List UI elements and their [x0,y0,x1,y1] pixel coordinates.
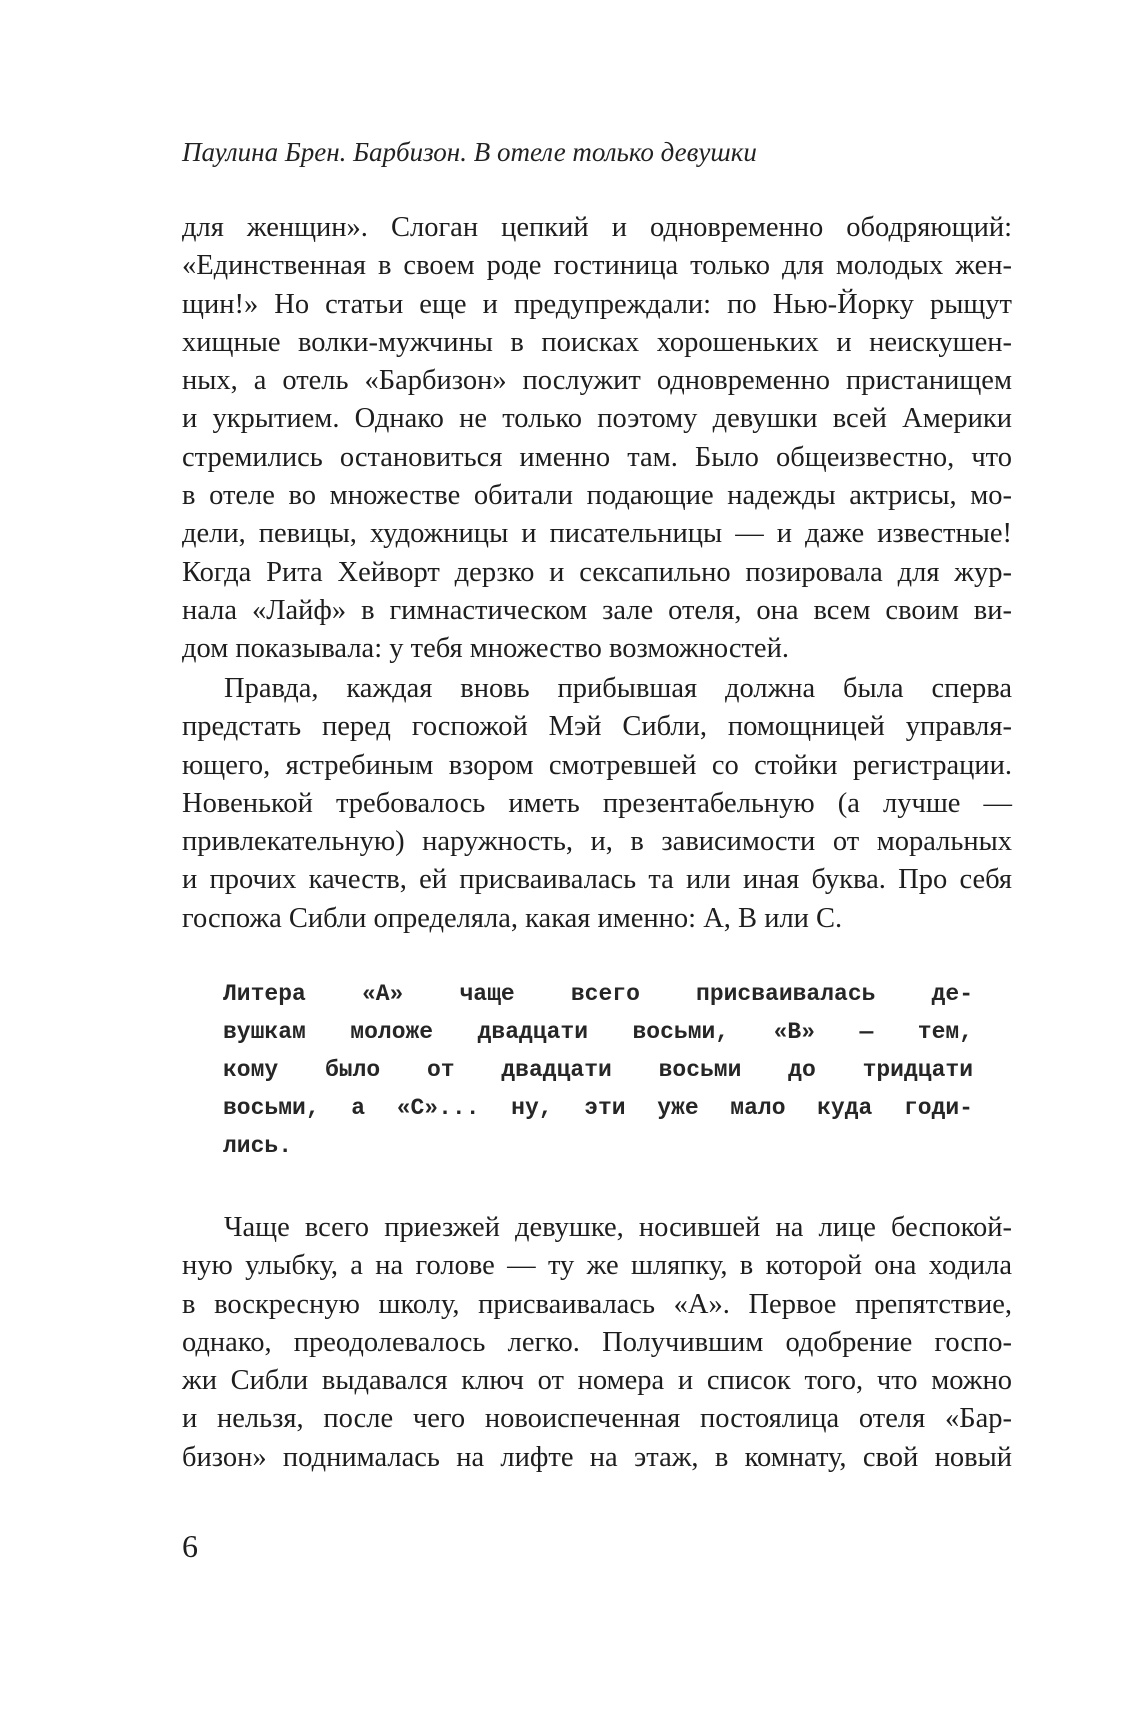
text-line: щин!» Но статьи еще и предупреждали: по Нью-Йорку рыщут [182,288,1012,320]
text-line: Правда, каждая вновь прибывшая должна была сперва [224,673,1012,704]
text-line: дом показывала: у тебя множество возможностей. [182,633,789,665]
quote-line: восьми, а «C»... ну, эти уже мало куда годи- [223,1095,973,1121]
text-line: стремились остановиться именно там. Было общеизвестно, что [182,441,1012,473]
text-line: Новенькой требовалось иметь презентабельную (а лучше — [182,787,1012,819]
text-line: предстать перед госпожой Мэй Сибли, помощницей управля- [182,711,1012,743]
text-line: в воскресную школу, присваивалась «A». Первое препятствие, [182,1288,1012,1320]
text-line: и нельзя, после чего новоиспеченная постоялица отеля «Бар- [182,1403,1012,1435]
text-line: госпожа Сибли определяла, какая именно: A, B или C. [182,902,843,934]
text-line: нала «Лайф» в гимнастическом зале отеля, она всем своим ви- [182,594,1012,626]
quote-line: лись. [223,1133,293,1159]
text-line: дели, певицы, художницы и писательницы — и даже известные! [182,518,1012,550]
text-line: жи Сибли выдавался ключ от номера и список того, что можно [182,1365,1012,1397]
quote-line: Литера «A» чаще всего присваивалась де- [223,981,973,1007]
text-line: для женщин». Слоган цепкий и одновременно ободряющий: [182,212,1012,243]
text-line: и прочих качеств, ей присваивалась та или иная буква. Про себя [182,864,1012,896]
text-line: хищные волки-мужчины в поисках хорошеньких и неискушен- [182,326,1012,358]
text-line: ную улыбку, а на голове — ту же шляпку, в которой она ходила [182,1250,1012,1282]
paragraph-3 [182,1209,1012,1477]
typewriter-quote [223,975,973,1165]
text-line: привлекательную) наружность, и, в зависимости от моральных [182,826,1012,858]
text-line: ющего, ястребиным взором смотревшей со стойки регистрации. [182,749,1012,781]
text-line: однако, преодолевалось легко. Получившим одобрение госпо- [182,1326,1012,1358]
text-line: в отеле во множестве обитали подающие надежды актрисы, мо- [182,480,1012,512]
text-line: Чаще всего приезжей девушке, носившей на лице беспокой- [224,1212,1012,1243]
paragraph-2 [182,670,1012,938]
quote-line: кому было от двадцати восьми до тридцати [223,1057,973,1083]
text-line: и укрытием. Однако не только поэтому девушки всей Америки [182,403,1012,435]
text-line: ных, а отель «Барбизон» послужит одновременно пристанищем [182,365,1012,397]
text-line: «Единственная в своем роде гостиница только для молодых жен- [182,250,1012,282]
quote-line: вушкам моложе двадцати восьми, «B» — тем, [223,1019,973,1045]
text-line: бизон» поднималась на лифте на этаж, в комнату, свой новый [182,1441,1012,1473]
page-number: 6 [182,1528,198,1564]
text-line: Когда Рита Хейворт дерзко и сексапильно позировала для жур- [182,556,1012,588]
paragraph-1 [182,209,1012,669]
running-head: Паулина Брен. Барбизон. В отеле только девушки [182,137,757,167]
